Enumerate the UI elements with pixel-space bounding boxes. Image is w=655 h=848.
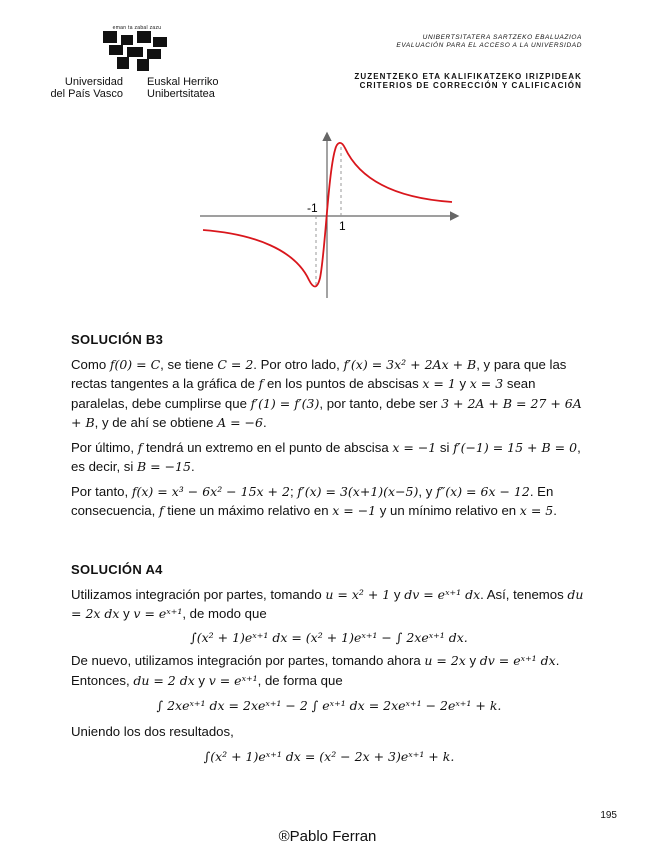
label-minus-one: -1: [307, 201, 318, 215]
a4-paragraph-1: Utilizamos integración por partes, tomando u = x² + 1 y dv = eˣ⁺¹ dx. Así, tenemos du = 2x dx y v = eˣ⁺¹, de modo que: [71, 586, 584, 621]
university-line2: del País Vasco: [50, 88, 123, 100]
b3-paragraph-1: Como f(0) = C, se tiene C = 2. Por otro lado, f′(x) = 3x² + 2Ax + B, y para que las rectas tangentes a la gráfica de f en los puntos de abscisas x = 1 y x = 3 sean paralelas, debe cumplirse que f′(1) = f′(3), por tanto, debe ser 3 + 2A + B = 27 + 6A + B, y de ahí se obtiene A = −6.: [71, 356, 582, 430]
university-line1: Universidad: [64, 76, 123, 88]
a4-paragraph-2: De nuevo, utilizamos integración por partes, tomando ahora u = 2x y dv = eˣ⁺¹ dx. Entonces, du = 2 dx y v = eˣ⁺¹, de forma que: [71, 653, 560, 688]
exam-line2: EVALUACIÓN PARA EL ACCESO A LA UNIVERSIDAD: [396, 42, 582, 49]
b3-paragraph-2: Por último, f tendrá un extremo en el punto de abscisa x = −1 si f′(−1) = 15 + B = 0, es decir, si B = −15.: [71, 439, 581, 474]
criteria-header: [354, 72, 582, 90]
criteria-line1: ZUZENTZEKO ETA KALIFIKATZEKO IRIZPIDEAK: [354, 72, 582, 81]
solution-a4: [71, 560, 587, 767]
b3-paragraph-3: Por tanto, f(x) = x³ − 6x² − 15x + 2; f′(x) = 3(x+1)(x−5), y f″(x) = 6x − 12. En consecuencia, f tiene un máximo relativo en x = −1 y un mínimo relativo en x = 5.: [71, 483, 557, 518]
university-name-eu: [147, 76, 219, 100]
upv-ehu-logo: [103, 31, 169, 73]
a4-equation-1: ∫(x² + 1)eˣ⁺¹ dx = (x² + 1)eˣ⁺¹ − ∫ 2xeˣ⁺¹ dx.: [190, 629, 468, 645]
exam-header: [396, 34, 582, 50]
ehu-line2: Unibertsitatea: [147, 88, 215, 100]
university-name-es: [30, 76, 123, 100]
a4-equation-2: ∫ 2xeˣ⁺¹ dx = 2xeˣ⁺¹ − 2 ∫ eˣ⁺¹ dx = 2xeˣ⁺¹ − 2eˣ⁺¹ + k.: [156, 698, 502, 713]
a4-title: SOLUCIÓN A4: [71, 562, 163, 577]
label-one: 1: [339, 219, 346, 233]
solution-b3: [71, 330, 587, 521]
criteria-line2: CRITERIOS DE CORRECCIÓN Y CALIFICACIÓN: [359, 81, 582, 90]
b3-title: SOLUCIÓN B3: [71, 332, 164, 347]
a4-equation-3: ∫(x² + 1)eˣ⁺¹ dx = (x² − 2x + 3)eˣ⁺¹ + k.: [203, 749, 455, 764]
footer-author: ®Pablo Ferran: [278, 828, 377, 845]
logo-motto: eman ta zabal zazu: [112, 25, 162, 31]
exam-line1: UNIBERTSITATERA SARTZEKO EBALUAZIOA: [422, 34, 582, 41]
function-graph: [195, 130, 465, 300]
ehu-line1: Euskal Herriko: [147, 76, 219, 88]
a4-paragraph-3: Uniendo los dos resultados,: [71, 723, 234, 739]
page-number: 195: [600, 810, 617, 821]
